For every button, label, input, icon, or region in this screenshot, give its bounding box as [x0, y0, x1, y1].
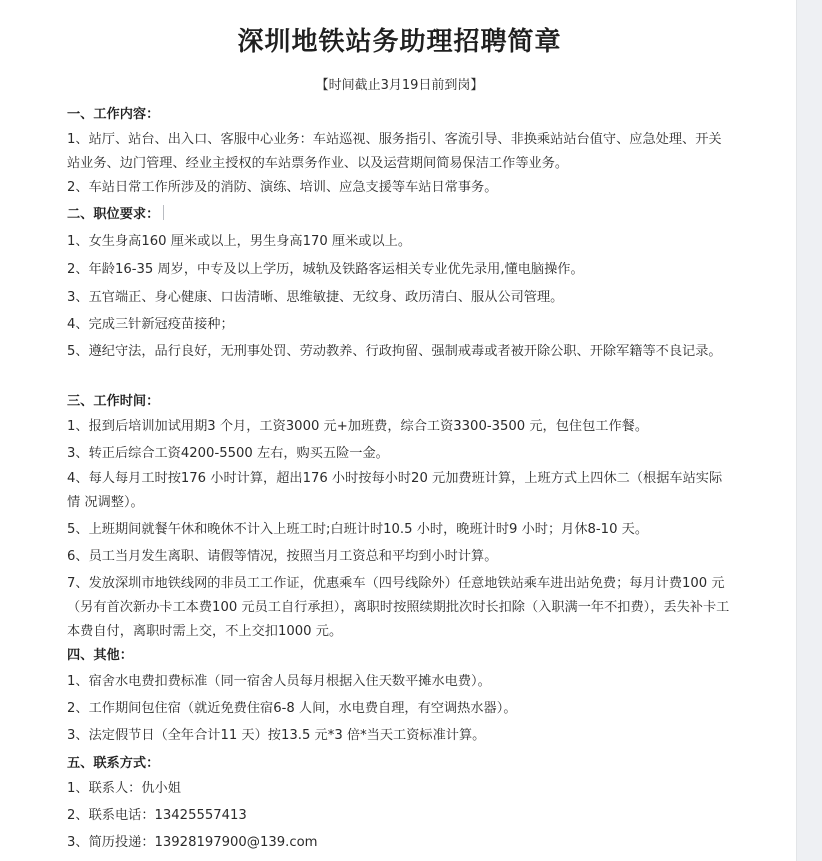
job-content-item-2: 2、车站日常工作所涉及的消防、演练、培训、应急支援等车站日常事务。 — [67, 180, 498, 195]
contact-phone: 2、联系电话：13425557413 — [67, 808, 247, 823]
work-time-item-7: 7、发放深圳市地铁线网的非员工工作证，优惠乘车（四号线除外）任意地铁站乘车进出站免费；每月计费100 元 （另有首次新办卡工本费100 元员工自行承担），离职时按照续期批次时长扣除（入职满一年不扣费），丢失补卡工 本费自付，离职时需上交，不上交扣1000 元。 — [67, 576, 730, 639]
work-time-item-1: 1、报到后培训加试用期3 个月，工资3000 元+加班费，综合工资3300-3500 元，包住包工作餐。 — [67, 419, 649, 434]
contact-person: 1、联系人：仇小姐 — [67, 781, 181, 796]
work-time-item-5: 5、上班期间就餐午休和晚休不计入上班工时;白班计时10.5 小时，晚班计时9 小时；月休8-10 天。 — [67, 522, 649, 537]
section-heading-contact: 五、联系方式： — [67, 756, 160, 771]
other-item-1: 1、宿舍水电费扣费标准（同一宿舍人员每月根据入住天数平摊水电费）。 — [67, 674, 491, 689]
deadline-note: 【时间截止3月19日前到岗】 — [315, 78, 484, 93]
requirement-item-3: 3、五官端正、身心健康、口齿清晰、思维敏捷、无纹身、政历清白、服从公司管理。 — [67, 290, 564, 305]
section-heading-requirements-text: 二、职位要求： — [67, 207, 160, 222]
section-heading-job-content: 一、工作内容： — [67, 107, 160, 122]
section-heading-work-time: 三、工作时间： — [67, 394, 160, 409]
requirement-item-5: 5、遵纪守法，品行良好，无刑事处罚、劳动教养、行政拘留、强制戒毒或者被开除公职、开除军籍等不良记录。 — [67, 344, 722, 359]
job-content-item-1: 1、站厅、站台、出入口、客服中心业务：车站巡视、服务指引、客流引导、非换乘站站台值守、应急处理、开关站业务、边门管理、经业主授权的车站票务作业、以及运营期间简易保洁工作等业务。 — [67, 132, 722, 171]
work-time-item-3: 3、转正后综合工资4200-5500 左右，购买五险一金。 — [67, 446, 389, 461]
requirement-item-2: 2、年龄16-35 周岁，中专及以上学历，城轨及铁路客运相关专业优先录用,懂电脑操作。 — [67, 262, 584, 277]
requirement-item-4: 4、完成三针新冠疫苗接种； — [67, 317, 234, 332]
work-time-item-4: 4、每人每月工时按176 小时计算，超出176 小时按每小时20 元加费班计算，上班方式上四休二（根据车站实际情 况调整）。 — [67, 471, 723, 510]
requirement-item-1: 1、女生身高160 厘米或以上，男生身高170 厘米或以上。 — [67, 234, 412, 249]
contact-email: 3、简历投递：13928197900@139.com — [67, 835, 318, 850]
section-heading-other: 四、其他： — [67, 648, 133, 663]
other-item-2: 2、工作期间包住宿（就近免费住宿6-8 人间，水电费自理，有空调热水器）。 — [67, 701, 517, 716]
work-time-item-6: 6、员工当月发生离职、请假等情况，按照当月工资总和平均到小时计算。 — [67, 549, 498, 564]
text-cursor — [163, 205, 164, 220]
scrollbar-track[interactable] — [797, 0, 822, 861]
other-item-3: 3、法定假节日（全年合计11 天）按13.5 元*3 倍*当天工资标准计算。 — [67, 728, 486, 743]
page-title: 深圳地铁站务助理招聘简章 — [237, 27, 562, 57]
section-heading-requirements — [67, 203, 732, 227]
